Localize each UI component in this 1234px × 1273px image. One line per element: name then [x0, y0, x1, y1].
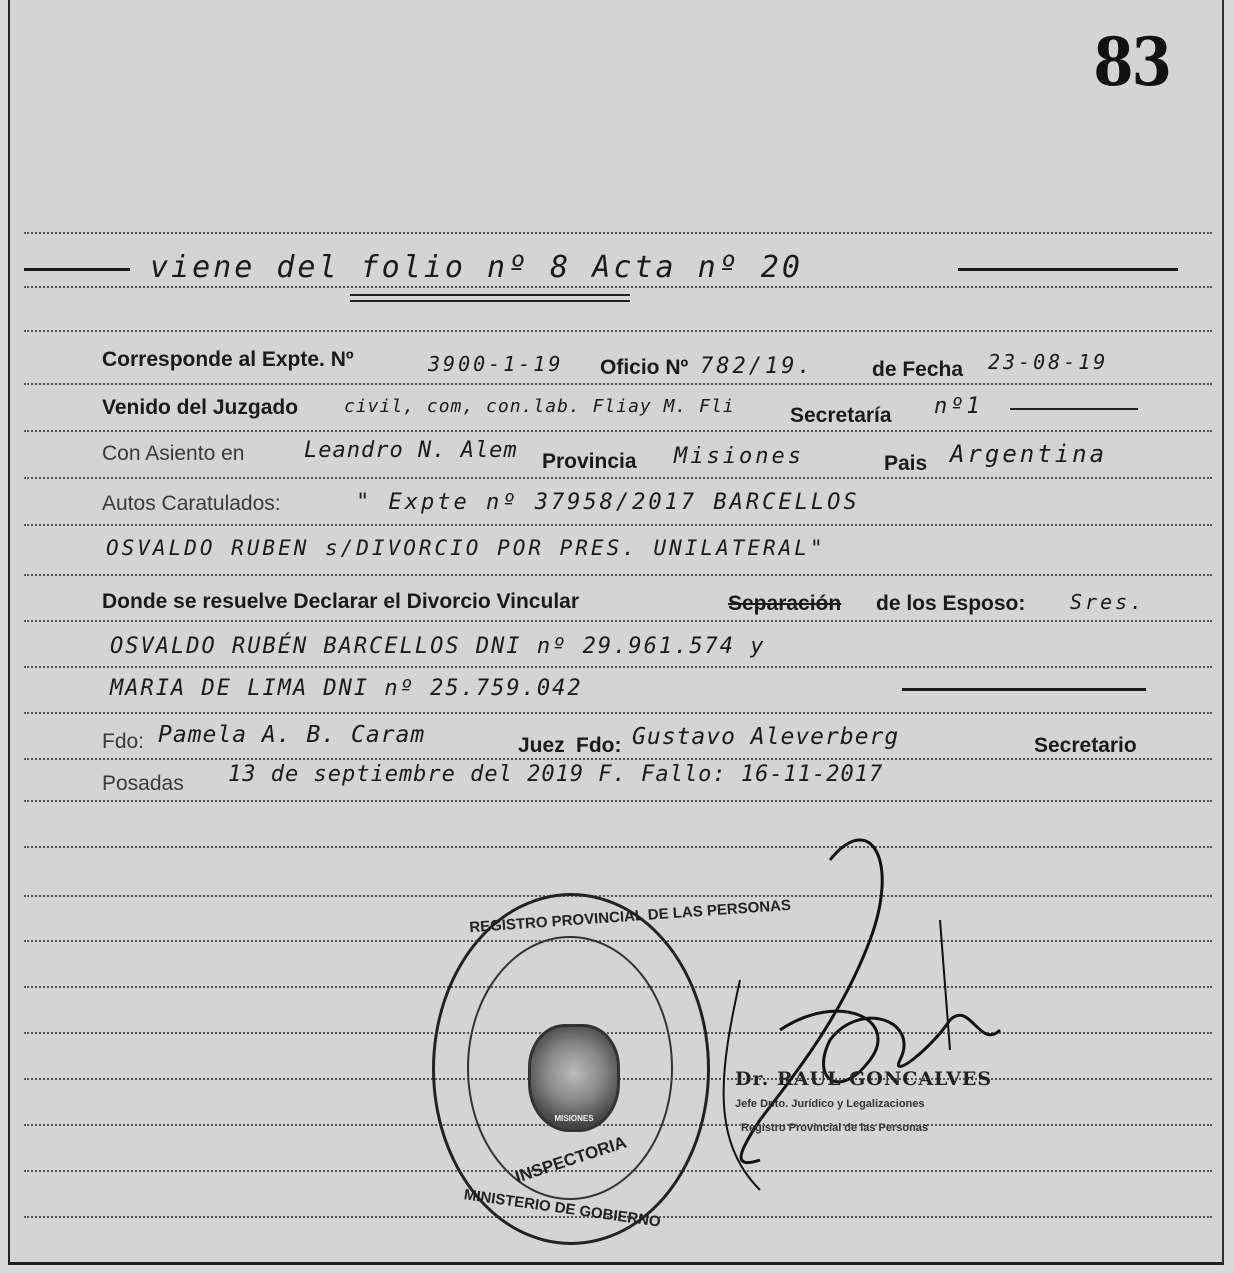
secretario-value: Gustavo Aleverberg	[632, 724, 900, 750]
fdo2-label: Fdo:	[576, 734, 622, 757]
heading-underline	[350, 294, 630, 296]
heading-text: viene del folio nº 8 Acta nº 20	[150, 250, 803, 285]
secretario-label: Secretario	[1034, 734, 1137, 757]
heading-rule-left	[24, 268, 130, 271]
posadas-value: 13 de septiembre del 2019 F. Fallo: 16-11-2017	[228, 762, 884, 787]
stamp-bottom-text: MINISTERIO DE GOBIERNO	[462, 1186, 662, 1231]
juez-value: Pamela A. B. Caram	[158, 722, 426, 748]
ruling-line	[24, 666, 1212, 668]
heading-rule-right	[958, 268, 1178, 271]
donde-label: Donde se resuelve Declarar el Divorcio Vincular	[102, 590, 580, 613]
esposos-label: de los Esposo:	[876, 592, 1026, 615]
ruling-line	[24, 232, 1212, 234]
ruling-line	[24, 383, 1212, 385]
fecha-label: de Fecha	[872, 358, 964, 381]
signatory-name: Dr. RAUL GONCALVES	[735, 1068, 993, 1090]
page-number: 83	[1093, 22, 1170, 102]
ruling-line	[24, 758, 1212, 760]
pais-value: Argentina	[950, 440, 1108, 468]
esposo-2: MARIA DE LIMA DNI nº 25.759.042	[110, 676, 583, 701]
fill-dash	[1010, 408, 1138, 410]
ruling-line	[24, 430, 1212, 432]
oficio-label: Oficio Nº	[600, 356, 689, 379]
heading-underline	[350, 300, 630, 302]
autos-label: Autos Caratulados:	[102, 492, 281, 515]
fdo-label: Fdo:	[102, 730, 145, 753]
fecha-value: 23-08-19	[988, 350, 1109, 374]
provincia-label: Provincia	[542, 450, 637, 473]
oficio-value: 782/19.	[700, 354, 814, 379]
juzgado-value: civil, com, con.lab. Fliay M. Fli	[344, 396, 735, 417]
posadas-label: Posadas	[102, 772, 184, 795]
official-stamp	[432, 893, 792, 1245]
juez-label: Juez	[518, 734, 565, 757]
signatory-block	[735, 1068, 992, 1134]
ruling-line	[24, 524, 1212, 526]
ruling-line	[24, 286, 1212, 288]
ruling-line	[24, 330, 1212, 332]
province-crest-icon	[528, 1024, 620, 1132]
ruling-line	[24, 620, 1212, 622]
signatory-title: Jefe Dpto. Jurídico y Legalizaciones	[735, 1098, 925, 1110]
fill-dash	[902, 688, 1146, 691]
separacion-struck: Separación	[728, 592, 842, 615]
juzgado-label: Venido del Juzgado	[102, 396, 299, 419]
ruling-line	[24, 574, 1212, 576]
document-sheet	[8, 0, 1224, 1265]
asiento-value: Leandro N. Alem	[304, 438, 518, 463]
autos-value-line-2: OSVALDO RUBEN s/DIVORCIO POR PRES. UNILATERAL"	[106, 536, 826, 560]
provincia-value: Misiones	[674, 444, 804, 469]
expte-value: 3900-1-19	[428, 352, 564, 376]
crest-label: MISIONES	[554, 1114, 594, 1123]
secretaria-value: nº1	[934, 394, 983, 419]
esposo-1: OSVALDO RUBÉN BARCELLOS DNI nº 29.961.574 y	[110, 634, 766, 659]
pais-label: Pais	[884, 452, 928, 475]
handwritten-signature-icon	[700, 820, 1040, 1200]
secretaria-label: Secretaría	[790, 404, 892, 427]
expte-label: Corresponde al Expte. Nº	[102, 348, 354, 371]
esposos-value: Sres.	[1070, 590, 1146, 614]
signatory-office: Registro Provincial de las Personas	[741, 1122, 929, 1134]
ruling-line	[24, 712, 1212, 714]
autos-value-line-1: " Expte nº 37958/2017 BARCELLOS	[356, 490, 860, 515]
stamp-inner-text: INSPECTORIA	[512, 1132, 629, 1187]
ruling-line	[24, 477, 1212, 479]
ruling-line	[24, 800, 1212, 802]
asiento-label: Con Asiento en	[102, 442, 245, 465]
stamp-outer-text: REGISTRO PROVINCIAL DE LAS PERSONAS	[468, 896, 792, 937]
